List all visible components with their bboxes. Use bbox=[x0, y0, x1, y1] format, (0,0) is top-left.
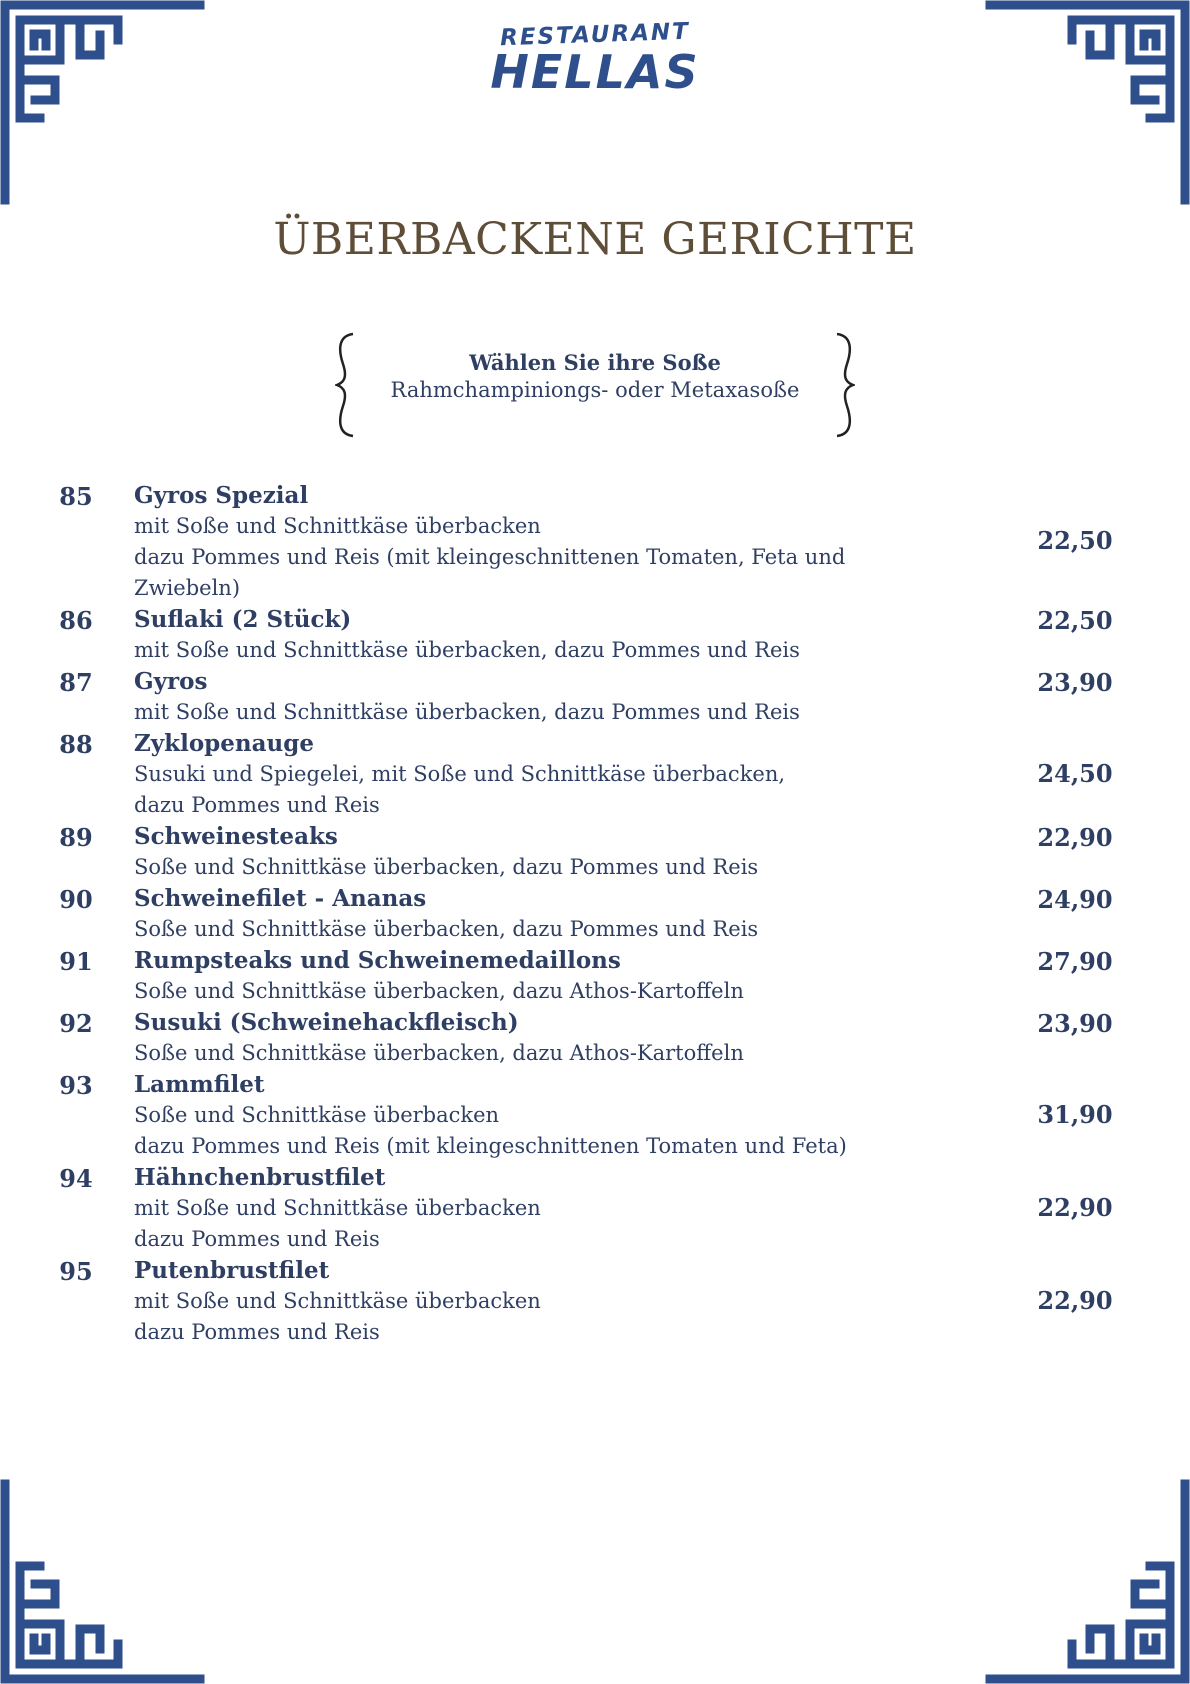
item-price: 22,50 bbox=[1037, 526, 1113, 555]
item-name: Lammfilet bbox=[134, 1071, 265, 1098]
item-number: 86 bbox=[59, 606, 93, 635]
item-name: Gyros bbox=[134, 668, 208, 695]
item-name: Suflaki (2 Stück) bbox=[134, 606, 352, 633]
item-description: mit Soße und Schnittkäse überbacken bbox=[134, 1196, 541, 1220]
menu-item bbox=[0, 1007, 1190, 1069]
menu-item bbox=[0, 604, 1190, 666]
menu-list bbox=[0, 480, 1190, 1348]
menu-item bbox=[0, 883, 1190, 945]
item-description: Zwiebeln) bbox=[134, 576, 241, 600]
item-price: 23,90 bbox=[1037, 1009, 1113, 1038]
item-description: dazu Pommes und Reis (mit kleingeschnittenen Tomaten, Feta und bbox=[134, 545, 846, 569]
item-description: mit Soße und Schnittkäse überbacken bbox=[134, 1289, 541, 1313]
item-number: 88 bbox=[59, 730, 93, 759]
item-description: mit Soße und Schnittkäse überbacken bbox=[134, 514, 541, 538]
greek-key-corner-icon bbox=[0, 0, 205, 205]
item-description: Soße und Schnittkäse überbacken, dazu Pommes und Reis bbox=[134, 917, 759, 941]
item-price: 22,90 bbox=[1037, 1286, 1113, 1315]
item-description: dazu Pommes und Reis bbox=[134, 793, 380, 817]
item-description: dazu Pommes und Reis (mit kleingeschnittenen Tomaten und Feta) bbox=[134, 1134, 847, 1158]
sauce-heading: Wählen Sie ihre Soße bbox=[469, 350, 721, 375]
item-name: Rumpsteaks und Schweinemedaillons bbox=[134, 947, 621, 974]
sauce-options: Rahmchampiniongs- oder Metaxasoße bbox=[390, 378, 800, 402]
item-description: dazu Pommes und Reis bbox=[134, 1227, 380, 1251]
menu-item bbox=[0, 1255, 1190, 1348]
item-description: dazu Pommes und Reis bbox=[134, 1320, 380, 1344]
restaurant-logo bbox=[480, 18, 710, 99]
item-number: 85 bbox=[59, 482, 93, 511]
greek-key-corner-icon bbox=[985, 0, 1190, 205]
item-number: 89 bbox=[59, 823, 93, 852]
right-brace-icon bbox=[833, 330, 855, 440]
item-price: 24,50 bbox=[1037, 759, 1113, 788]
item-number: 95 bbox=[59, 1257, 93, 1286]
menu-item bbox=[0, 666, 1190, 728]
logo-line-restaurant: RESTAURANT bbox=[499, 18, 691, 52]
menu-item bbox=[0, 945, 1190, 1007]
item-price: 24,90 bbox=[1037, 885, 1113, 914]
item-price: 22,90 bbox=[1037, 1193, 1113, 1222]
item-description: Soße und Schnittkäse überbacken bbox=[134, 1103, 500, 1127]
item-description: mit Soße und Schnittkäse überbacken, dazu Pommes und Reis bbox=[134, 638, 800, 662]
item-number: 94 bbox=[59, 1164, 93, 1193]
item-name: Putenbrustfilet bbox=[134, 1257, 330, 1284]
item-number: 93 bbox=[59, 1071, 93, 1100]
item-description: Soße und Schnittkäse überbacken, dazu Athos-Kartoffeln bbox=[134, 1041, 744, 1065]
page-title: ÜBERBACKENE GERICHTE bbox=[273, 214, 917, 265]
menu-item bbox=[0, 821, 1190, 883]
greek-key-corner-icon bbox=[985, 1479, 1190, 1684]
item-description: mit Soße und Schnittkäse überbacken, dazu Pommes und Reis bbox=[134, 700, 800, 724]
sauce-choice-box bbox=[335, 330, 855, 440]
item-description: Susuki und Spiegelei, mit Soße und Schnittkäse überbacken, bbox=[134, 762, 786, 786]
menu-item bbox=[0, 1162, 1190, 1255]
item-price: 23,90 bbox=[1037, 668, 1113, 697]
item-name: Gyros Spezial bbox=[134, 482, 309, 509]
item-price: 22,90 bbox=[1037, 823, 1113, 852]
item-price: 31,90 bbox=[1037, 1100, 1113, 1129]
item-name: Zyklopenauge bbox=[134, 730, 314, 757]
item-description: Soße und Schnittkäse überbacken, dazu Athos-Kartoffeln bbox=[134, 979, 744, 1003]
item-name: Schweinefilet - Ananas bbox=[134, 885, 427, 912]
menu-item bbox=[0, 1069, 1190, 1162]
item-price: 22,50 bbox=[1037, 606, 1113, 635]
item-name: Schweinesteaks bbox=[134, 823, 338, 850]
greek-key-corner-icon bbox=[0, 1479, 205, 1684]
item-number: 92 bbox=[59, 1009, 93, 1038]
menu-item bbox=[0, 480, 1190, 604]
item-name: Susuki (Schweinehackfleisch) bbox=[134, 1009, 519, 1036]
item-number: 87 bbox=[59, 668, 93, 697]
item-name: Hähnchenbrustfilet bbox=[134, 1164, 386, 1191]
item-price: 27,90 bbox=[1037, 947, 1113, 976]
logo-line-hellas: HELLAS bbox=[490, 45, 700, 99]
item-number: 91 bbox=[59, 947, 93, 976]
menu-item bbox=[0, 728, 1190, 821]
item-number: 90 bbox=[59, 885, 93, 914]
item-description: Soße und Schnittkäse überbacken, dazu Pommes und Reis bbox=[134, 855, 759, 879]
